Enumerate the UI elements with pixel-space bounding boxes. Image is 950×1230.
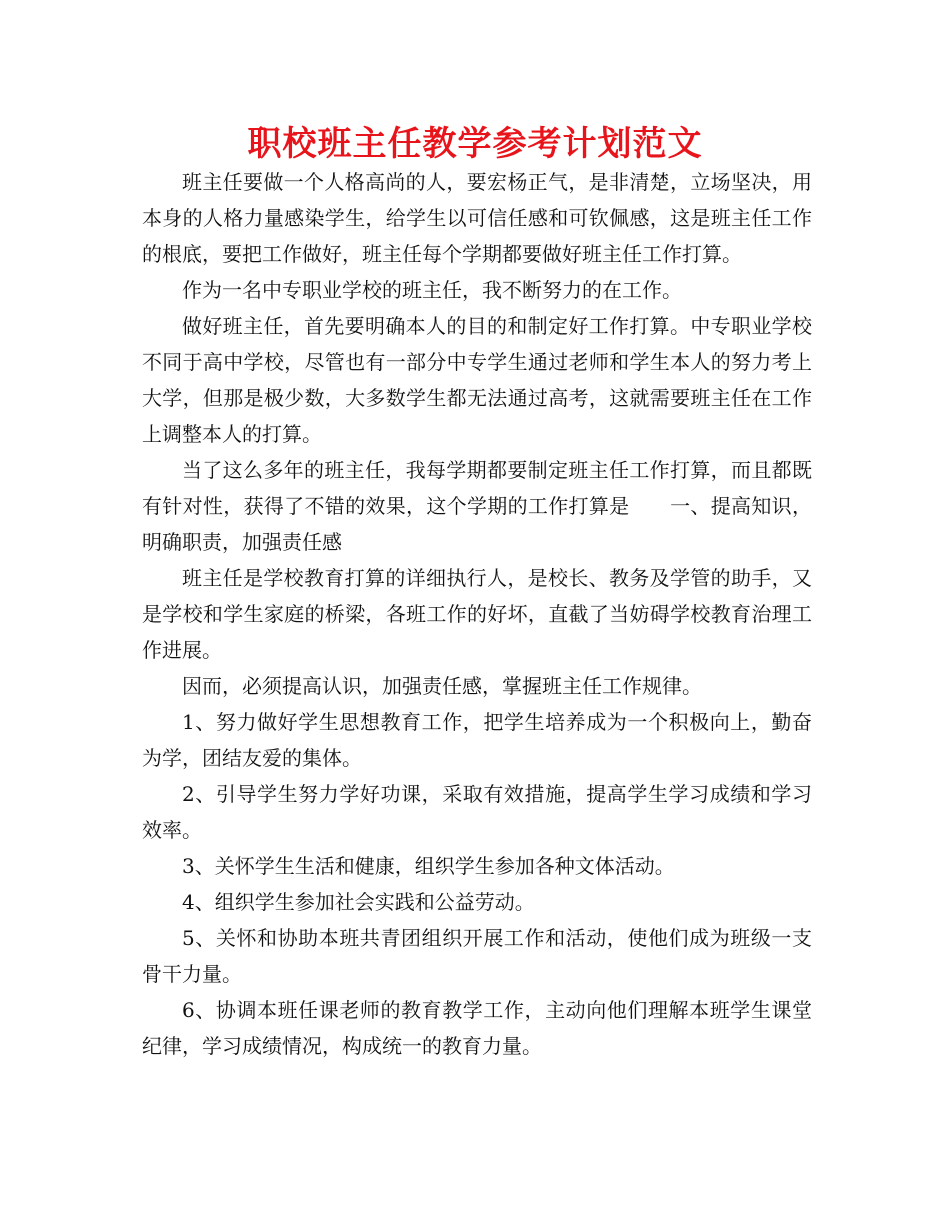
paragraph-goals: 做好班主任，首先要明确本人的目的和制定好工作打算。中专职业学校不同于高中学校，尽管也有一部分中专学生通过老师和学生本人的努力考上大学，但那是极少数，大多数学生都无法通过高考，这就需要班主任在工作上调整本人的打算。 <box>142 314 812 446</box>
paragraph-item-3: 3、关怀学生生活和健康，组织学生参加各种文体活动。 <box>182 854 675 878</box>
paragraph-item-4: 4、组织学生参加社会实践和公益劳动。 <box>182 890 535 914</box>
document-body <box>142 164 812 1064</box>
paragraph-intro: 班主任要做一个人格高尚的人，要宏杨正气，是非清楚，立场坚决，用本身的人格力量感染学生，给学生以可信任感和可钦佩感，这是班主任工作的根底，要把工作做好，班主任每个学期都要做好班主任工作打算。 <box>142 170 812 266</box>
paragraph-plan: 当了这么多年的班主任，我每学期都要制定班主任工作打算，而且都既有针对性，获得了不错的效果，这个学期的工作打算是 一、提高知识，明确职责，加强责任感 <box>142 458 812 554</box>
paragraph-role: 作为一名中专职业学校的班主任，我不断努力的在工作。 <box>182 278 682 302</box>
paragraph-awareness: 因而，必须提高认识，加强责任感，掌握班主任工作规律。 <box>182 674 702 698</box>
paragraph-item-1: 1、努力做好学生思想教育工作，把学生培养成为一个积极向上，勤奋为学，团结友爱的集体。 <box>142 710 812 770</box>
paragraph-item-2: 2、引导学生努力学好功课，采取有效措施，提高学生学习成绩和学习效率。 <box>142 782 812 842</box>
document-title: 职校班主任教学参考计划范文 <box>247 124 703 164</box>
paragraph-item-6: 6、协调本班任课老师的教育教学工作，主动向他们理解本班学生课堂纪律，学习成绩情况，构成统一的教育力量。 <box>142 998 812 1058</box>
paragraph-item-5: 5、关怀和协助本班共青团组织开展工作和活动，使他们成为班级一支骨干力量。 <box>142 926 812 986</box>
paragraph-executor: 班主任是学校教育打算的详细执行人，是校长、教务及学管的助手，又是学校和学生家庭的桥梁，各班工作的好坏，直截了当妨碍学校教育治理工作进展。 <box>142 566 812 662</box>
